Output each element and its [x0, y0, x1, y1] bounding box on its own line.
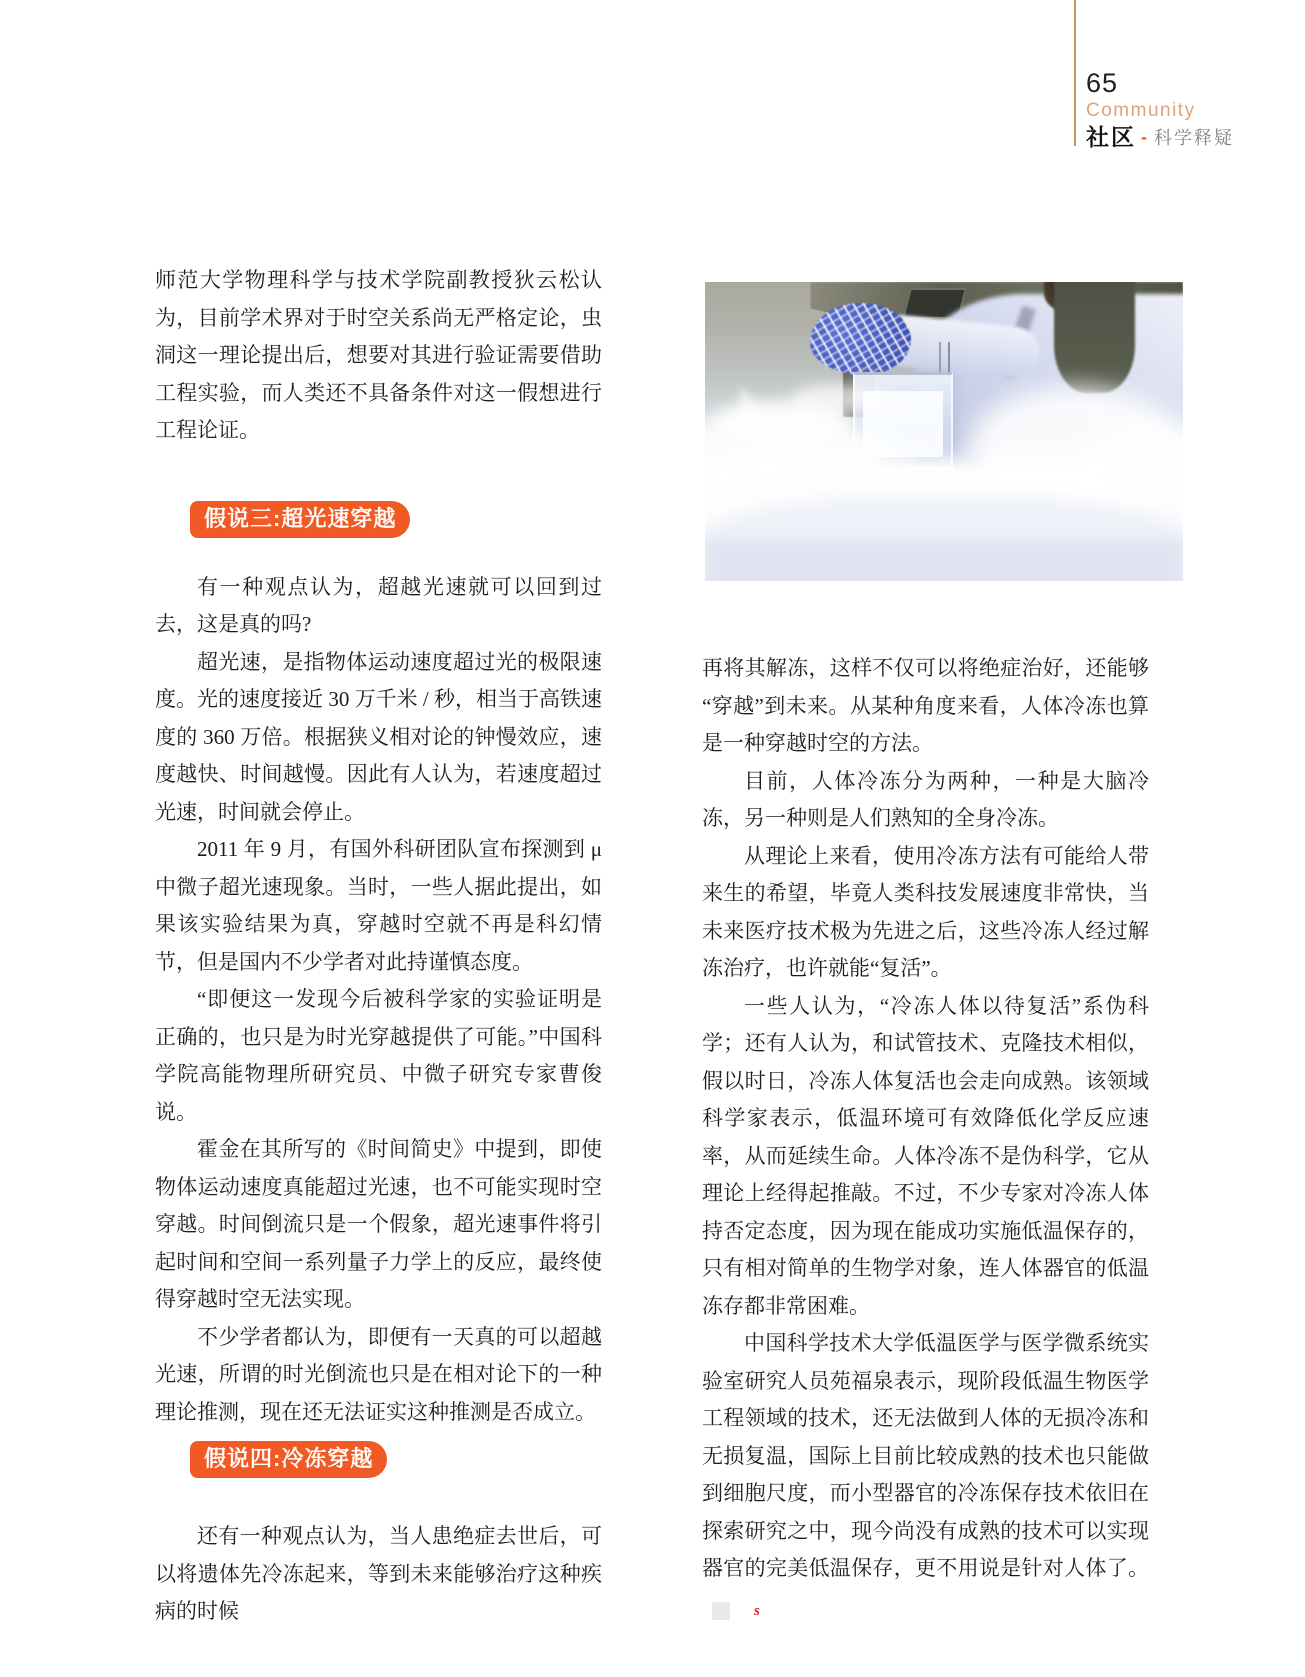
paragraph: 再将其解冻，这样不仅可以将绝症治好，还能够“穿越”到未来。从某种角度来看，人体冷冻也算是一种穿越时空的方法。: [702, 656, 1149, 755]
paragraph: 2011 年 9 月，有国外科研团队宣布探测到 μ 中微子超光速现象。当时，一些人据此提出，如果该实验结果为真，穿越时空就不再是科幻情节，但是国内不少学者对此持谨慎态度。: [155, 837, 602, 974]
section-dash: -: [1141, 127, 1147, 147]
paragraph: 师范大学物理科学与技术学院副教授狄云松认为，目前学术界对于时空关系尚无严格定论，虫洞这一理论提出后，想要对其进行验证需要借助工程实验，而人类还不具备条件对这一假想进行工程论证。: [155, 268, 602, 442]
section-header: [1086, 119, 1234, 152]
hypothesis-3-paragraphs: [155, 569, 602, 1432]
photo-rack-rod: [939, 342, 941, 375]
photo-dark-shirt: [1054, 282, 1135, 393]
paragraph: 一些人认为，“冷冻人体以待复活”系伪科学；还有人认为，和试管技术、克隆技术相似，假以时日，冷冻人体复活也会走向成熟。该领域科学家表示，低温环境可有效降低化学反应速率，从而延续生命。人体冷冻不是伪科学，它从理论上经得起推敲。不过，不少专家对冷冻人体持否定态度，因为现在能成功实施低温保存的，只有相对简单的生物学对象，连人体器官的低温冻存都非常困难。: [702, 993, 1149, 1318]
hypothesis-4-badge: 假说四:冷冻穿越: [190, 1441, 387, 1478]
cryogenics-lab-photo: [705, 282, 1183, 581]
closing-paragraph-text: 中国科学技术大学低温医学与医学微系统实验室研究人员苑福泉表示，现阶段低温生物医学工程领域的技术，还无法做到人体的无损冷冻和无损复温，国际上目前比较成熟的技术也只能做到细胞尺度，而小型器官的冷冻保存技术依旧在探索研究之中，现今尚没有成熟的技术可以实现器官的完美低温保存，更不用说是针对人体了。: [702, 1331, 1149, 1580]
section-name-chinese: 社区: [1086, 124, 1136, 150]
right-paragraphs: [702, 650, 1149, 1325]
page-number: 65: [1086, 68, 1119, 98]
header-divider-rule: [1074, 0, 1076, 146]
left-text-column: [155, 262, 602, 1631]
article-end-icon: s: [712, 1602, 730, 1620]
paragraph: 霍金在其所写的《时间简史》中提到，即使物体运动速度真能超过光速，也不可能实现时空穿越。时间倒流只是一个假象，超光速事件将引起时间和空间一系列量子力学上的反应，最终使得穿越时空无法实现。: [155, 1137, 602, 1311]
paragraph: 从理论上来看，使用冷冻方法有可能给人带来生的希望，毕竟人类科技发展速度非常快，当未来医疗技术极为先进之后，这些冷冻人经过解冻治疗，也许就能“复活”。: [702, 843, 1149, 980]
hypothesis-3-badge: 假说三:超光速穿越: [190, 501, 410, 538]
section-subtitle: 科学释疑: [1154, 128, 1234, 148]
paragraph: 目前，人体冷冻分为两种，一种是大脑冷冻，另一种则是人们熟知的全身冷冻。: [702, 768, 1149, 830]
closing-paragraph: [702, 1325, 1149, 1625]
right-text-column: [702, 650, 1149, 1625]
photo-rack-rod: [948, 342, 950, 375]
photo-blue-insulated-glove: [810, 303, 910, 375]
paragraph: 还有一种观点认为，当人患绝症去世后，可以将遗体先冷冻起来，等到未来能够治疗这种疾病的时候: [155, 1524, 602, 1623]
paragraph: 超光速，是指物体运动速度超过光的极限速度。光的速度接近 30 万千米 / 秒，相当于高铁速度的 360 万倍。根据狭义相对论的钟慢效应，速度越快、时间越慢。因此有人认为，若速度超过光速，时间就会停止。: [155, 649, 602, 824]
section-name-english: Community: [1086, 100, 1196, 121]
hypothesis-4-paragraphs: [155, 1518, 602, 1631]
intro-paragraphs: [155, 262, 602, 450]
photo-nitrogen-fog: [705, 539, 1183, 581]
paragraph: “即便这一发现今后被科学家的实验证明是正确的，也只是为时光穿越提供了可能。”中国科学院高能物理所研究员、中微子研究专家曹俊说。: [155, 987, 602, 1124]
paragraph: 不少学者都认为，即便有一天真的可以超越光速，所谓的时光倒流也只是在相对论下的一种理论推测，现在还无法证实这种推测是否成立。: [155, 1324, 602, 1424]
paragraph: 有一种观点认为，超越光速就可以回到过去，这是真的吗?: [155, 574, 602, 636]
